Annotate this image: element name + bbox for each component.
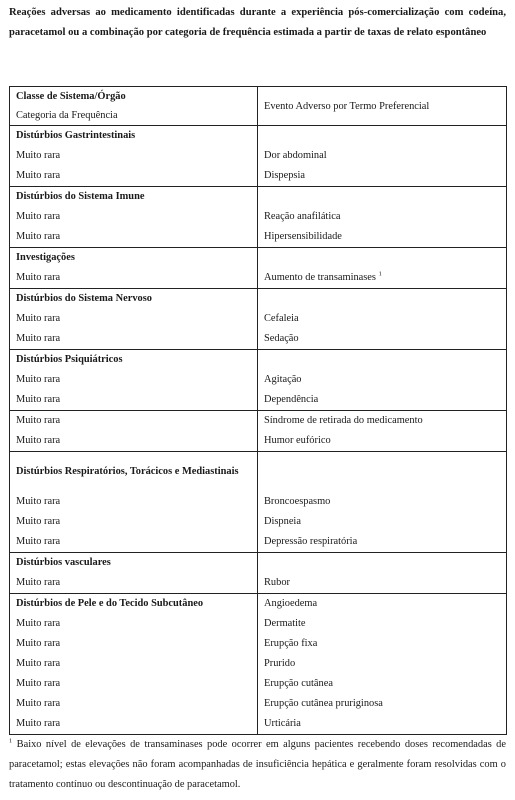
frequency-cell: Muito rara xyxy=(10,614,258,634)
system-class-event xyxy=(258,248,507,269)
adverse-event-text: Cefaleia xyxy=(264,313,299,324)
table-row xyxy=(10,268,507,289)
system-class-row xyxy=(10,248,507,269)
frequency-cell: Muito rara xyxy=(10,654,258,674)
frequency-cell: Muito rara xyxy=(10,390,258,411)
system-class-name: Distúrbios do Sistema Nervoso xyxy=(10,289,258,310)
adverse-event-text: Agitação xyxy=(264,374,302,385)
frequency-cell: Muito rara xyxy=(10,411,258,432)
frequency-cell: Muito rara xyxy=(10,634,258,654)
adverse-event-cell xyxy=(258,431,507,452)
adverse-event-text: Urticária xyxy=(264,718,301,729)
system-class-name: Distúrbios do Sistema Imune xyxy=(10,187,258,208)
system-class-event xyxy=(258,289,507,310)
frequency-cell: Muito rara xyxy=(10,431,258,452)
adverse-event-cell xyxy=(258,532,507,553)
system-class-row xyxy=(10,126,507,147)
table-header-row xyxy=(10,87,507,107)
frequency-cell: Muito rara xyxy=(10,512,258,532)
frequency-cell: Muito rara xyxy=(10,146,258,166)
table-row xyxy=(10,411,507,432)
table-row xyxy=(10,694,507,714)
adverse-event-text: Dermatite xyxy=(264,618,306,629)
system-class-name: Investigações xyxy=(10,248,258,269)
table-row xyxy=(10,573,507,594)
adverse-event-text: Sedação xyxy=(264,333,299,344)
adverse-event-text: Síndrome de retirada do medicamento xyxy=(264,415,423,426)
table-caption: Reações adversas ao medicamento identificadas durante a experiência pós-comercialização com codeína, paracetamol ou a combinação por categoria de frequência estimada a partir de taxas de relato espontâneo xyxy=(9,7,506,38)
frequency-cell: Muito rara xyxy=(10,309,258,329)
adverse-event-text: Prurido xyxy=(264,658,296,669)
table-row xyxy=(10,227,507,248)
system-class-row xyxy=(10,350,507,371)
frequency-cell: Muito rara xyxy=(10,329,258,350)
adverse-event-cell xyxy=(258,512,507,532)
adverse-event-cell xyxy=(258,227,507,248)
adverse-event-text: Dispneia xyxy=(264,516,301,527)
system-class-event xyxy=(258,187,507,208)
table-row xyxy=(10,634,507,654)
adverse-event-text: Rubor xyxy=(264,577,290,588)
adverse-event-cell xyxy=(258,714,507,735)
frequency-cell: Muito rara xyxy=(10,166,258,187)
adverse-event-cell xyxy=(258,329,507,350)
adverse-event-cell xyxy=(258,309,507,329)
frequency-cell: Muito rara xyxy=(10,674,258,694)
system-class-event xyxy=(258,350,507,371)
adverse-event-text: Erupção cutânea xyxy=(264,678,333,689)
adverse-event-text: Dispepsia xyxy=(264,170,305,181)
table-row xyxy=(10,207,507,227)
system-class-row xyxy=(10,553,507,574)
table-row xyxy=(10,614,507,634)
adverse-event-cell xyxy=(258,654,507,674)
adverse-event-text: Aumento de transaminases xyxy=(264,272,376,283)
adverse-event-cell xyxy=(258,166,507,187)
table-row xyxy=(10,532,507,553)
system-class-row xyxy=(10,187,507,208)
system-class-name: Distúrbios Psiquiátricos xyxy=(10,350,258,371)
system-class-event xyxy=(258,553,507,574)
adverse-reactions-table xyxy=(9,86,507,735)
system-class-row xyxy=(10,452,507,493)
adverse-event-cell xyxy=(258,573,507,594)
table-row xyxy=(10,370,507,390)
system-class-event xyxy=(258,452,507,493)
footnote-mark: 1 xyxy=(9,737,13,745)
frequency-cell: Muito rara xyxy=(10,492,258,512)
system-class-event xyxy=(258,126,507,147)
table-row xyxy=(10,654,507,674)
system-class-row xyxy=(10,289,507,310)
system-class-name: Distúrbios de Pele e do Tecido Subcutâneo xyxy=(10,594,258,615)
adverse-event-cell xyxy=(258,207,507,227)
adverse-event-text: Hipersensibilidade xyxy=(264,231,342,242)
adverse-event-cell xyxy=(258,492,507,512)
adverse-event-text: Humor eufórico xyxy=(264,435,331,446)
system-class-event: Angioedema xyxy=(258,594,507,615)
header-adverse-event: Evento Adverso por Termo Preferencial xyxy=(258,87,507,126)
frequency-cell: Muito rara xyxy=(10,714,258,735)
table-row xyxy=(10,166,507,187)
adverse-event-cell xyxy=(258,694,507,714)
table-row xyxy=(10,431,507,452)
frequency-cell: Muito rara xyxy=(10,207,258,227)
adverse-event-text: Erupção cutânea pruriginosa xyxy=(264,698,383,709)
frequency-cell: Muito rara xyxy=(10,573,258,594)
footnote-reference: 1 xyxy=(378,270,382,278)
table-footnote xyxy=(9,735,506,795)
frequency-cell: Muito rara xyxy=(10,694,258,714)
frequency-cell: Muito rara xyxy=(10,532,258,553)
adverse-event-text: Broncoespasmo xyxy=(264,496,331,507)
adverse-event-text: Dor abdominal xyxy=(264,150,327,161)
table-row xyxy=(10,512,507,532)
table-row xyxy=(10,714,507,735)
adverse-event-cell xyxy=(258,146,507,166)
system-class-name: Distúrbios Respiratórios, Torácicos e Mediastinais xyxy=(10,452,258,493)
table-row xyxy=(10,390,507,411)
adverse-event-text: Dependência xyxy=(264,394,319,405)
adverse-event-cell xyxy=(258,634,507,654)
adverse-event-cell xyxy=(258,614,507,634)
table-row xyxy=(10,309,507,329)
header-system-class: Classe de Sistema/Órgão xyxy=(10,87,258,107)
system-class-name: Distúrbios vasculares xyxy=(10,553,258,574)
footnote-text: Baixo nível de elevações de transaminases pode ocorrer em alguns pacientes recebendo doses recomendadas de paracetamol; estas elevações não foram acompanhadas de insuficiência hepática e geralmente foram resolvidas com o tratamento contínuo ou descontinuação de paracetamol. xyxy=(9,739,506,790)
system-class-row xyxy=(10,594,507,615)
adverse-event-text: Erupção fixa xyxy=(264,638,318,649)
adverse-event-text: Depressão respiratória xyxy=(264,536,358,547)
adverse-event-cell xyxy=(258,411,507,432)
frequency-cell: Muito rara xyxy=(10,370,258,390)
table-row xyxy=(10,146,507,166)
header-frequency-category: Categoria da Frequência xyxy=(10,106,258,126)
table-row xyxy=(10,492,507,512)
adverse-event-cell xyxy=(258,390,507,411)
system-class-name: Distúrbios Gastrintestinais xyxy=(10,126,258,147)
adverse-event-cell xyxy=(258,268,507,289)
table-row xyxy=(10,674,507,694)
frequency-cell: Muito rara xyxy=(10,227,258,248)
adverse-event-text: Reação anafilática xyxy=(264,211,341,222)
adverse-event-cell xyxy=(258,674,507,694)
adverse-event-cell xyxy=(258,370,507,390)
table-body xyxy=(10,87,507,735)
frequency-cell: Muito rara xyxy=(10,268,258,289)
table-row xyxy=(10,329,507,350)
